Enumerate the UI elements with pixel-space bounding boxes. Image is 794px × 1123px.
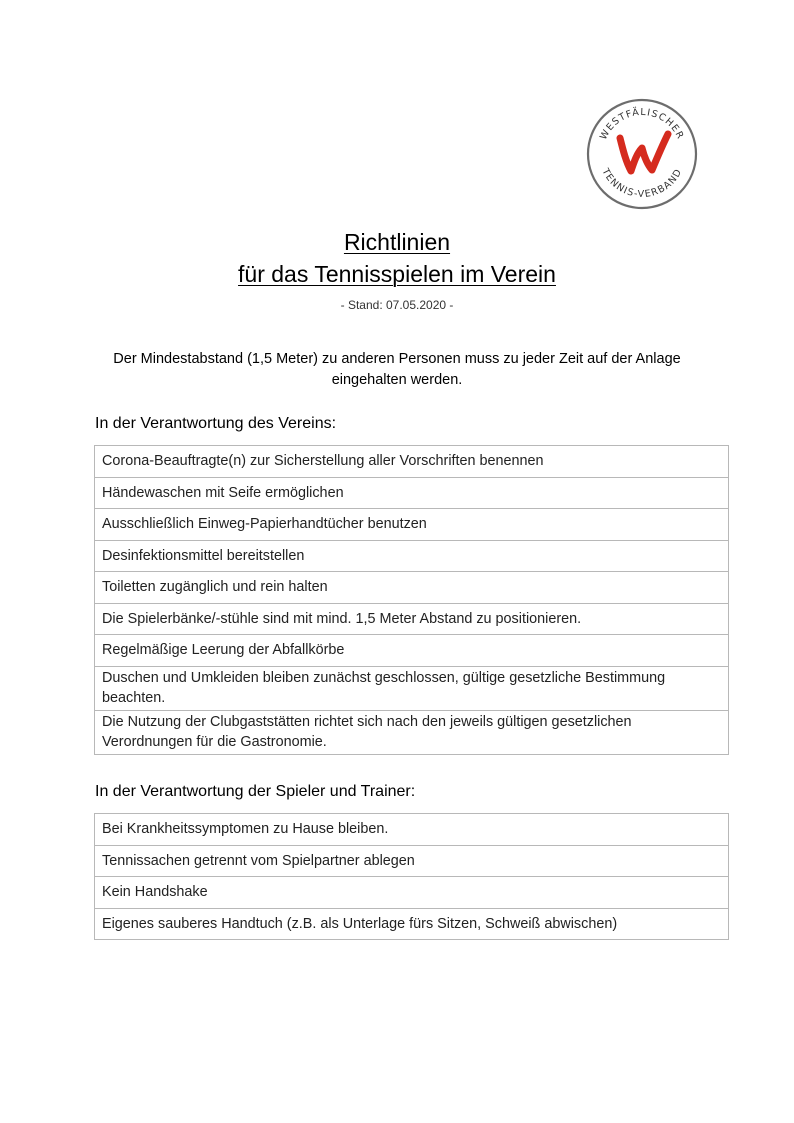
rule-item: Bei Krankheitssymptomen zu Hause bleiben. xyxy=(95,814,729,846)
page-title-line2: für das Tennisspielen im Verein xyxy=(238,261,556,287)
table-row xyxy=(95,603,729,635)
logo-text-bottom: TENNIS-VERBAND xyxy=(599,166,685,201)
table-row xyxy=(95,477,729,509)
table-row xyxy=(95,877,729,909)
player-rules-table xyxy=(94,813,729,940)
table-row xyxy=(95,845,729,877)
rule-item: Corona-Beauftragte(n) zur Sicherstellung aller Vorschriften benennen xyxy=(95,446,729,478)
table-row xyxy=(95,509,729,541)
table-row xyxy=(95,540,729,572)
table-row xyxy=(95,572,729,604)
table-row xyxy=(95,446,729,478)
rule-item: Eigenes sauberes Handtuch (z.B. als Unterlage fürs Sitzen, Schweiß abwischen) xyxy=(95,908,729,940)
page-title-line1: Richtlinien xyxy=(343,229,451,255)
westfaelischer-tennis-verband-logo xyxy=(586,98,698,210)
table-row xyxy=(95,814,729,846)
table-row xyxy=(95,635,729,667)
rule-item: Kein Handshake xyxy=(95,877,729,909)
distance-notice: Der Mindestabstand (1,5 Meter) zu anderen Personen muss zu jeder Zeit auf der Anlage eingehalten werden. xyxy=(113,351,681,388)
rule-item: Ausschließlich Einweg-Papierhandtücher benutzen xyxy=(95,509,729,541)
rule-item: Desinfektionsmittel bereitstellen xyxy=(95,540,729,572)
table-row xyxy=(95,666,729,710)
table-row xyxy=(95,710,729,754)
rule-item: Toiletten zugänglich und rein halten xyxy=(95,572,729,604)
logo-text-top: WESTFÄLISCHER xyxy=(598,106,686,142)
club-rules-table xyxy=(94,445,729,755)
section-heading-club: In der Verantwortung des Vereins: xyxy=(95,415,337,432)
section-heading-players: In der Verantwortung der Spieler und Trainer: xyxy=(95,783,416,800)
rule-item: Tennissachen getrennt vom Spielpartner ablegen xyxy=(95,845,729,877)
rule-item: Duschen und Umkleiden bleiben zunächst geschlossen, gültige gesetzliche Bestimmung beachten. xyxy=(95,666,729,710)
rule-item: Regelmäßige Leerung der Abfallkörbe xyxy=(95,635,729,667)
rule-item: Die Spielerbänke/-stühle sind mit mind. 1,5 Meter Abstand zu positionieren. xyxy=(95,603,729,635)
date-stamp: - Stand: 07.05.2020 - xyxy=(340,298,454,312)
rule-item: Die Nutzung der Clubgaststätten richtet sich nach den jeweils gültigen gesetzlichen Verordnungen für die Gastronomie. xyxy=(95,710,729,754)
table-row xyxy=(95,908,729,940)
rule-item: Händewaschen mit Seife ermöglichen xyxy=(95,477,729,509)
